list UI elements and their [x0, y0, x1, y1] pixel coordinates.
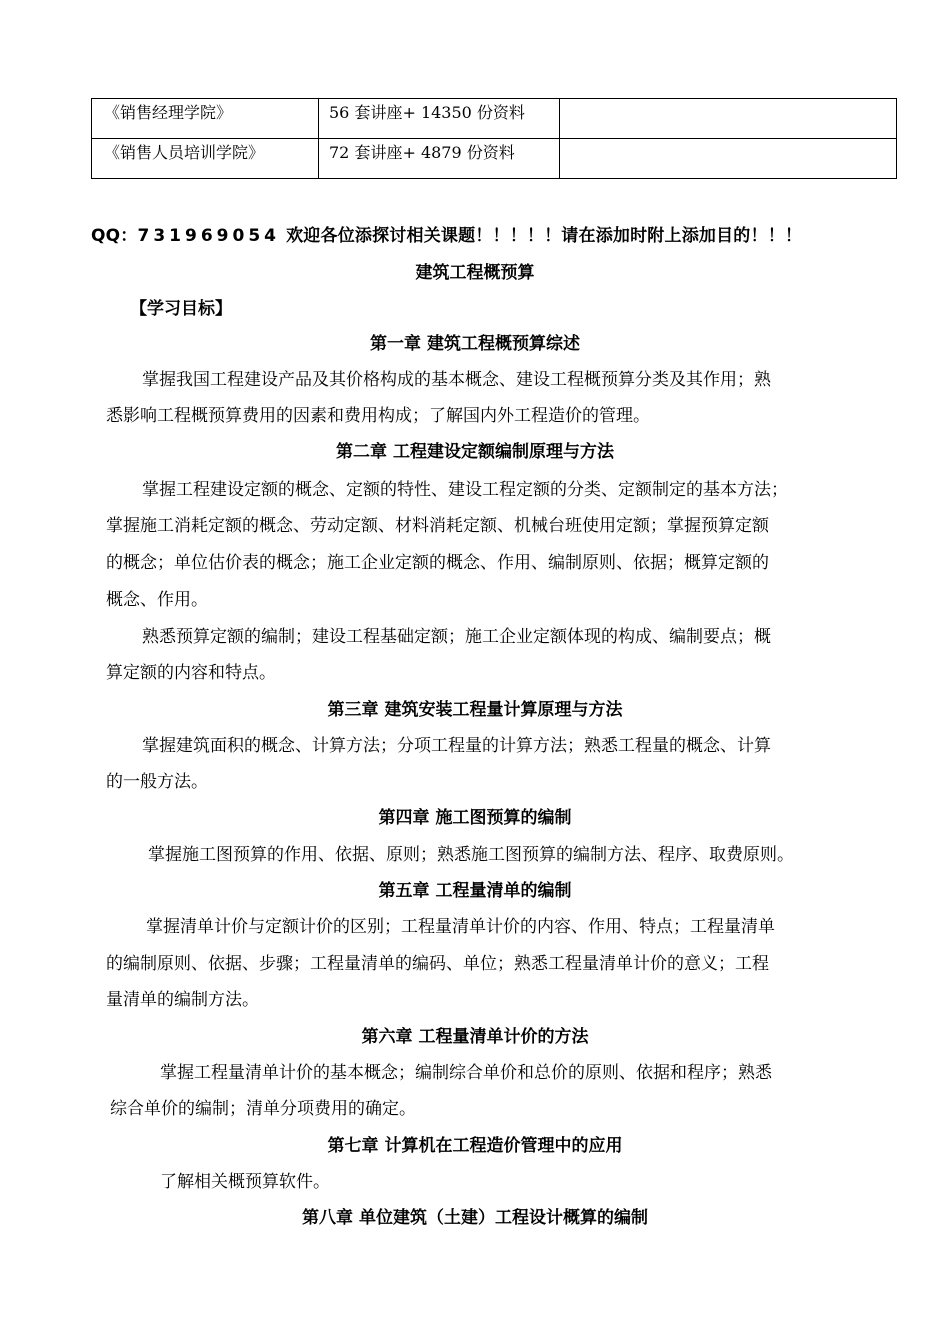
chapter-heading: 第四章 施工图预算的编制: [378, 808, 572, 828]
contact-number: 731969054: [137, 226, 280, 246]
chapter-heading: 第一章 建筑工程概预算综述: [370, 334, 580, 354]
paragraph-line: 掌握施工消耗定额的概念、劳动定额、材料消耗定额、机械台班使用定额；掌握预算定额: [106, 516, 769, 536]
paragraph-line: 掌握清单计价与定额计价的区别；工程量清单计价的内容、作用、特点；工程量清单: [146, 917, 775, 937]
paragraph-line: 了解相关概预算软件。: [160, 1172, 330, 1192]
course-table: [91, 98, 897, 179]
paragraph-line: 掌握我国工程建设产品及其价格构成的基本概念、建设工程概预算分类及其作用；熟: [142, 370, 771, 390]
paragraph-line: 综合单价的编制；清单分项费用的确定。: [110, 1099, 416, 1119]
course-name-cell: 《销售经理学院》: [92, 99, 319, 139]
table-row: [92, 99, 897, 139]
paragraph-line: 的概念；单位估价表的概念；施工企业定额的概念、作用、编制原则、依据；概算定额的: [106, 553, 769, 573]
document-title: 建筑工程概预算: [415, 263, 535, 283]
contact-line: [91, 224, 802, 248]
paragraph-line: 悉影响工程概预算费用的因素和费用构成；了解国内外工程造价的管理。: [106, 406, 650, 426]
course-name-cell: 《销售人员培训学院》: [92, 139, 319, 179]
paragraph-line: 概念、作用。: [106, 590, 208, 610]
paragraph-line: 掌握工程建设定额的概念、定额的特性、建设工程定额的分类、定额制定的基本方法；: [142, 480, 788, 500]
contact-message: 欢迎各位添探讨相关课题！！！！！请在添加时附上添加目的！！！: [279, 226, 803, 246]
chapter-heading: 第六章 工程量清单计价的方法: [361, 1027, 589, 1047]
chapter-heading: 第三章 建筑安装工程量计算原理与方法: [327, 700, 623, 720]
paragraph-line: 量清单的编制方法。: [106, 990, 259, 1010]
chapter-heading: 第七章 计算机在工程造价管理中的应用: [327, 1136, 623, 1156]
table-row: [92, 139, 897, 179]
chapter-heading: 第五章 工程量清单的编制: [378, 881, 572, 901]
course-content-cell: 56 套讲座+ 14350 份资料: [319, 99, 560, 139]
course-extra-cell: [560, 99, 897, 139]
chapter-heading: 第二章 工程建设定额编制原理与方法: [336, 442, 614, 462]
paragraph-line: 的编制原则、依据、步骤；工程量清单的编码、单位；熟悉工程量清单计价的意义；工程: [106, 954, 769, 974]
contact-prefix: QQ：: [91, 226, 138, 246]
chapter-heading: 第八章 单位建筑（土建）工程设计概算的编制: [302, 1208, 648, 1228]
paragraph-line: 掌握建筑面积的概念、计算方法；分项工程量的计算方法；熟悉工程量的概念、计算: [142, 736, 771, 756]
objective-label: 【学习目标】: [130, 299, 232, 319]
paragraph-line: 的一般方法。: [106, 772, 208, 792]
paragraph-line: 掌握工程量清单计价的基本概念；编制综合单价和总价的原则、依据和程序；熟悉: [160, 1063, 772, 1083]
paragraph-line: 掌握施工图预算的作用、依据、原则；熟悉施工图预算的编制方法、程序、取费原则。: [148, 845, 794, 865]
course-content-cell: 72 套讲座+ 4879 份资料: [319, 139, 560, 179]
paragraph-line: 算定额的内容和特点。: [106, 663, 276, 683]
course-extra-cell: [560, 139, 897, 179]
paragraph-line: 熟悉预算定额的编制；建设工程基础定额；施工企业定额体现的构成、编制要点；概: [142, 627, 771, 647]
